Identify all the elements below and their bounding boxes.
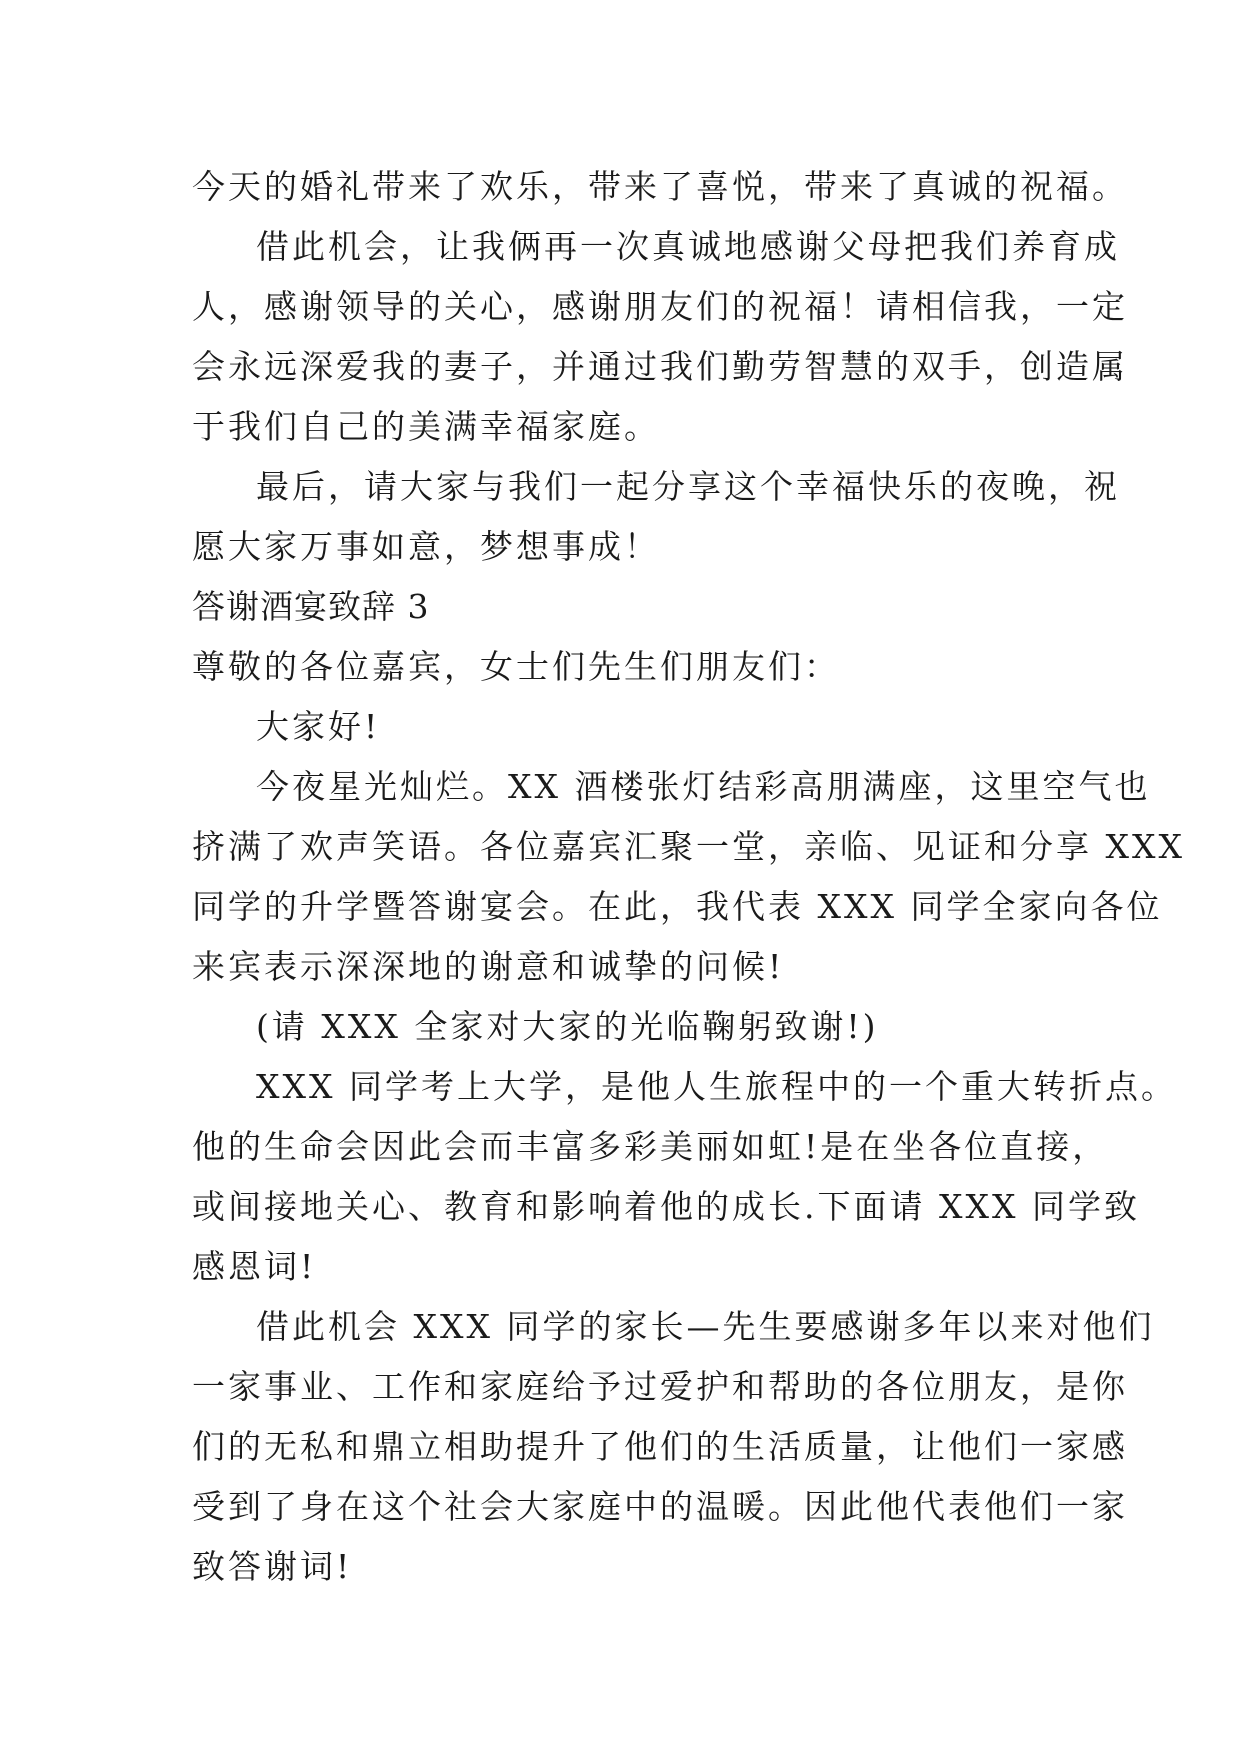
text-line: 或间接地关心、教育和影响着他的成长.下面请 XXX 同学致 (192, 1187, 1140, 1226)
text-line: 同学的升学暨答谢宴会。在此，我代表 XXX 同学全家向各位 (192, 887, 1163, 926)
text-line: 们的无私和鼎立相助提升了他们的生活质量，让他们一家感 (192, 1427, 1128, 1466)
text-line: 借此机会 XXX 同学的家长—先生要感谢多年以来对他们 (256, 1307, 1155, 1346)
section-heading: 答谢酒宴致辞 3 (192, 587, 430, 626)
text-line: 借此机会，让我俩再一次真诚地感谢父母把我们养育成 (256, 227, 1120, 266)
greeting-line: 大家好! (256, 707, 381, 746)
text-line: 来宾表示深深地的谢意和诚挚的问候! (192, 947, 785, 986)
text-line: 今夜星光灿烂。XX 酒楼张灯结彩高朋满座，这里空气也 (256, 767, 1151, 806)
text-line: 感恩词! (192, 1247, 317, 1286)
text-line: 受到了身在这个社会大家庭中的温暖。因此他代表他们一家 (192, 1487, 1128, 1526)
text-line: XXX 同学考上大学，是他人生旅程中的一个重大转折点。 (256, 1067, 1177, 1106)
text-line: 致答谢词! (192, 1547, 353, 1586)
text-line: (请 XXX 全家对大家的光临鞠躬致谢!) (256, 1007, 879, 1046)
text-line: 一家事业、工作和家庭给予过爱护和帮助的各位朋友，是你 (192, 1367, 1128, 1406)
text-line: 最后，请大家与我们一起分享这个幸福快乐的夜晚，祝 (256, 467, 1120, 506)
text-line: 今天的婚礼带来了欢乐，带来了喜悦，带来了真诚的祝福。 (192, 167, 1128, 206)
text-line: 他的生命会因此会而丰富多彩美丽如虹!是在坐各位直接， (192, 1127, 1109, 1166)
salutation-line: 尊敬的各位嘉宾，女士们先生们朋友们： (192, 647, 840, 686)
text-line: 人，感谢领导的关心，感谢朋友们的祝福！请相信我，一定 (192, 287, 1128, 326)
text-line: 挤满了欢声笑语。各位嘉宾汇聚一堂，亲临、见证和分享 XXX (192, 827, 1185, 866)
text-line: 于我们自己的美满幸福家庭。 (192, 407, 660, 446)
text-line: 会永远深爱我的妻子，并通过我们勤劳智慧的双手，创造属 (192, 347, 1128, 386)
text-line: 愿大家万事如意，梦想事成！ (192, 527, 660, 566)
